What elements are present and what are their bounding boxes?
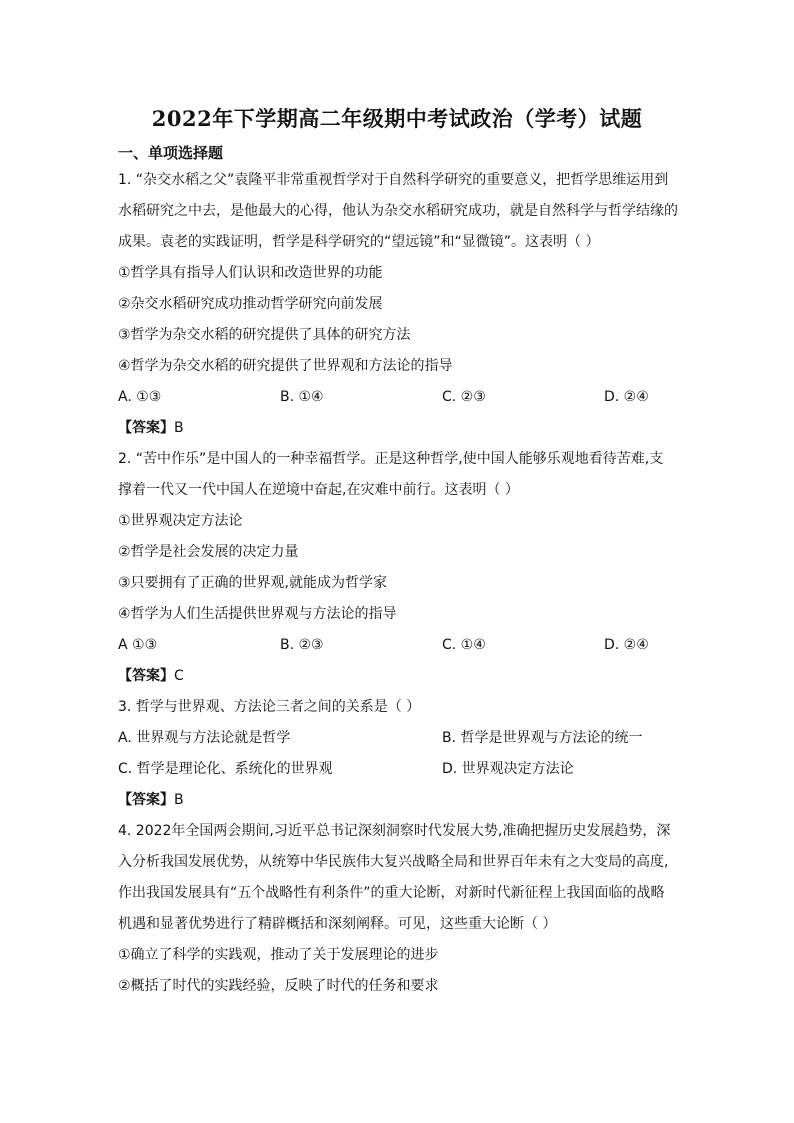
options-grid	[118, 728, 678, 779]
statement-3: ③哲学为杂交水稻的研究提供了具体的研究方法	[118, 327, 411, 343]
question-text-line: 机遇和显著优势进行了精辟概括和深刻阐释。可见，这些重大论断（ ）	[118, 916, 557, 932]
question-text-line: 撑着一代又一代中国人在逆境中奋起,在灾难中前行。这表明（ ）	[118, 482, 519, 498]
question-1	[118, 170, 678, 438]
statement-4: ④哲学为人们生活提供世界观与方法论的指导	[118, 606, 397, 622]
statement-2: ②哲学是社会发展的决定力量	[118, 544, 299, 560]
answer-value: C	[174, 668, 184, 684]
option-c: C. 哲学是理论化、系统化的世界观	[118, 761, 333, 777]
question-text-line: 水稻研究之中去，是他最大的心得，他认为杂交水稻研究成功，就是自然科学与哲学结缘的	[118, 203, 678, 219]
option-c: C. ②③	[442, 389, 486, 405]
question-3	[118, 697, 678, 810]
option-a: A ①③	[118, 637, 158, 653]
answer-line	[118, 418, 678, 438]
statement-1: ①确立了科学的实践观，推动了关于发展理论的进步	[118, 947, 439, 963]
answer-line	[118, 790, 678, 810]
question-2	[118, 449, 678, 686]
answer-value: B	[174, 792, 184, 808]
statement-3: ③只要拥有了正确的世界观,就能成为哲学家	[118, 575, 387, 591]
question-text-line: 2. “苦中作乐”是中国人的一种幸福哲学。正是这种哲学,使中国人能够乐观地看待苦难,支	[118, 451, 664, 467]
option-d: D. ②④	[604, 389, 649, 405]
question-text-line: 1. “杂交水稻之父”袁隆平非常重视哲学对于自然科学研究的重要意义，把哲学思维运用到	[118, 172, 669, 188]
statement-1: ①哲学具有指导人们认识和改造世界的功能	[118, 265, 383, 281]
question-text-line: 作出我国发展具有“五个战略性有利条件”的重大论断，对新时代新征程上我国面临的战略	[118, 885, 665, 901]
option-b: B. 哲学是世界观与方法论的统一	[442, 730, 643, 746]
question-4	[118, 821, 678, 996]
option-d: D. 世界观决定方法论	[442, 761, 574, 777]
statement-2: ②杂交水稻研究成功推动哲学研究向前发展	[118, 296, 383, 312]
statement-1: ①世界观决定方法论	[118, 513, 243, 529]
answer-value: B	[174, 420, 184, 436]
answer-label: 【答案】	[118, 420, 174, 436]
options-row	[118, 635, 678, 655]
section-heading: 一、单项选择题	[118, 144, 224, 162]
question-text-line: 3. 哲学与世界观、方法论三者之间的关系是（ ）	[118, 699, 421, 715]
option-c: C. ①④	[442, 637, 486, 653]
statement-4: ④哲学为杂交水稻的研究提供了世界观和方法论的指导	[118, 358, 453, 374]
answer-label: 【答案】	[118, 668, 174, 684]
answer-label: 【答案】	[118, 792, 174, 808]
question-text-line: 成果。袁老的实践证明，哲学是科学研究的“望远镜”和“显微镜”。这表明（ ）	[118, 234, 600, 250]
question-text-line: 入分析我国发展优势，从统筹中华民族伟大复兴战略全局和世界百年未有之大变局的高度,	[118, 854, 669, 870]
question-text-line: 4. 2022年全国两会期间,习近平总书记深刻洞察时代发展大势,准确把握历史发展趋势，深	[118, 823, 671, 839]
option-b: B. ①④	[280, 389, 324, 405]
question-list	[118, 170, 678, 1007]
options-row	[118, 387, 678, 407]
answer-line	[118, 666, 678, 686]
page-title: 2022年下学期高二年级期中考试政治（学考）试题	[151, 106, 643, 131]
option-d: D. ②④	[604, 637, 649, 653]
statement-2: ②概括了时代的实践经验，反映了时代的任务和要求	[118, 978, 439, 994]
option-a: A. ①③	[118, 389, 162, 405]
option-b: B. ②③	[280, 637, 324, 653]
option-a: A. 世界观与方法论就是哲学	[118, 730, 291, 746]
